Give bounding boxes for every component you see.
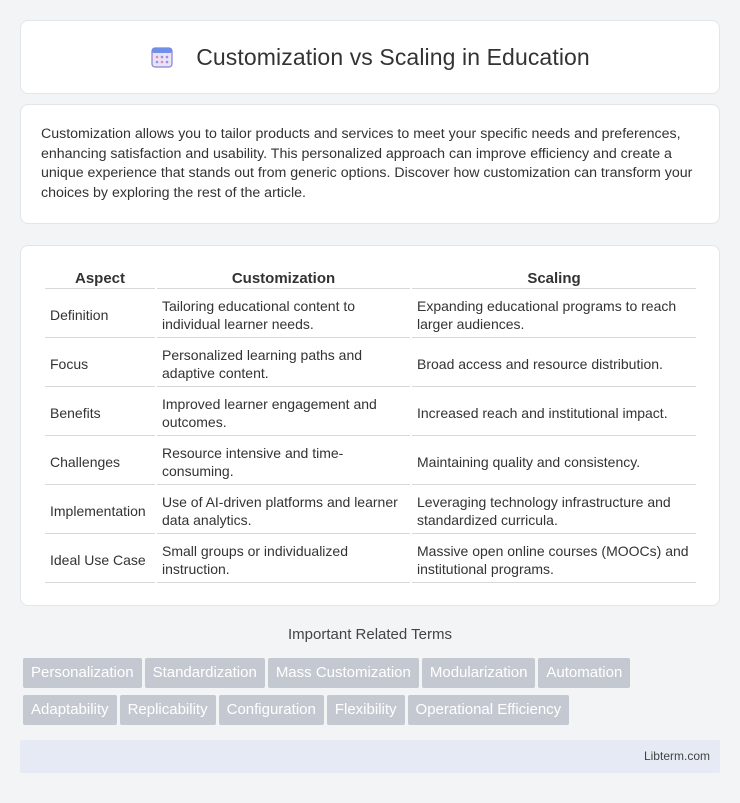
comparison-table bbox=[43, 266, 698, 585]
table-cell: Small groups or individualized instruction. bbox=[157, 536, 410, 583]
footer bbox=[20, 740, 720, 773]
table-cell: Ideal Use Case bbox=[45, 536, 155, 583]
table-row bbox=[45, 438, 696, 485]
table-cell: Improved learner engagement and outcomes. bbox=[157, 389, 410, 436]
table-cell: Tailoring educational content to individual learner needs. bbox=[157, 291, 410, 338]
table-cell: Broad access and resource distribution. bbox=[412, 340, 696, 387]
header-card bbox=[20, 20, 720, 94]
table-header-row bbox=[45, 268, 696, 289]
table-row bbox=[45, 291, 696, 338]
table-cell: Maintaining quality and consistency. bbox=[412, 438, 696, 485]
table-cell: Leveraging technology infrastructure and standardized curricula. bbox=[412, 487, 696, 534]
related-term-tag[interactable]: Adaptability bbox=[23, 695, 117, 725]
table-cell: Personalized learning paths and adaptive content. bbox=[157, 340, 410, 387]
column-header-scaling: Scaling bbox=[412, 268, 696, 289]
table-cell: Implementation bbox=[45, 487, 155, 534]
related-term-tag[interactable]: Operational Efficiency bbox=[408, 695, 570, 725]
column-header-aspect: Aspect bbox=[45, 268, 155, 289]
comparison-table-card bbox=[20, 245, 720, 606]
related-term-tag[interactable]: Replicability bbox=[120, 695, 216, 725]
related-terms-list bbox=[23, 658, 723, 732]
table-cell: Definition bbox=[45, 291, 155, 338]
related-term-tag[interactable]: Personalization bbox=[23, 658, 142, 688]
column-header-customization: Customization bbox=[157, 268, 410, 289]
intro-text: Customization allows you to tailor products and services to meet your specific needs and preferences, enhancing satisfaction and usability. This personalized approach can improve efficiency and create a unique experience that stands out from generic options. Discover how customization can transform your choices by exploring the rest of the article. bbox=[41, 126, 693, 201]
intro-card bbox=[20, 104, 720, 224]
calendar-icon bbox=[150, 45, 174, 69]
table-cell: Challenges bbox=[45, 438, 155, 485]
table-row bbox=[45, 389, 696, 436]
related-terms-title: Important Related Terms bbox=[288, 626, 452, 643]
table-cell: Expanding educational programs to reach larger audiences. bbox=[412, 291, 696, 338]
table-cell: Massive open online courses (MOOCs) and institutional programs. bbox=[412, 536, 696, 583]
table-cell: Use of AI-driven platforms and learner data analytics. bbox=[157, 487, 410, 534]
table-cell: Benefits bbox=[45, 389, 155, 436]
related-term-tag[interactable]: Automation bbox=[538, 658, 630, 688]
related-term-tag[interactable]: Flexibility bbox=[327, 695, 405, 725]
table-cell: Resource intensive and time-consuming. bbox=[157, 438, 410, 485]
related-term-tag[interactable]: Configuration bbox=[219, 695, 324, 725]
page-title: Customization vs Scaling in Education bbox=[196, 43, 590, 70]
table-cell: Increased reach and institutional impact. bbox=[412, 389, 696, 436]
related-term-tag[interactable]: Mass Customization bbox=[268, 658, 419, 688]
table-cell: Focus bbox=[45, 340, 155, 387]
footer-site-link[interactable]: Libterm.com bbox=[643, 749, 710, 763]
related-term-tag[interactable]: Modularization bbox=[422, 658, 536, 688]
table-row bbox=[45, 536, 696, 583]
related-term-tag[interactable]: Standardization bbox=[145, 658, 265, 688]
table-row bbox=[45, 340, 696, 387]
table-row bbox=[45, 487, 696, 534]
